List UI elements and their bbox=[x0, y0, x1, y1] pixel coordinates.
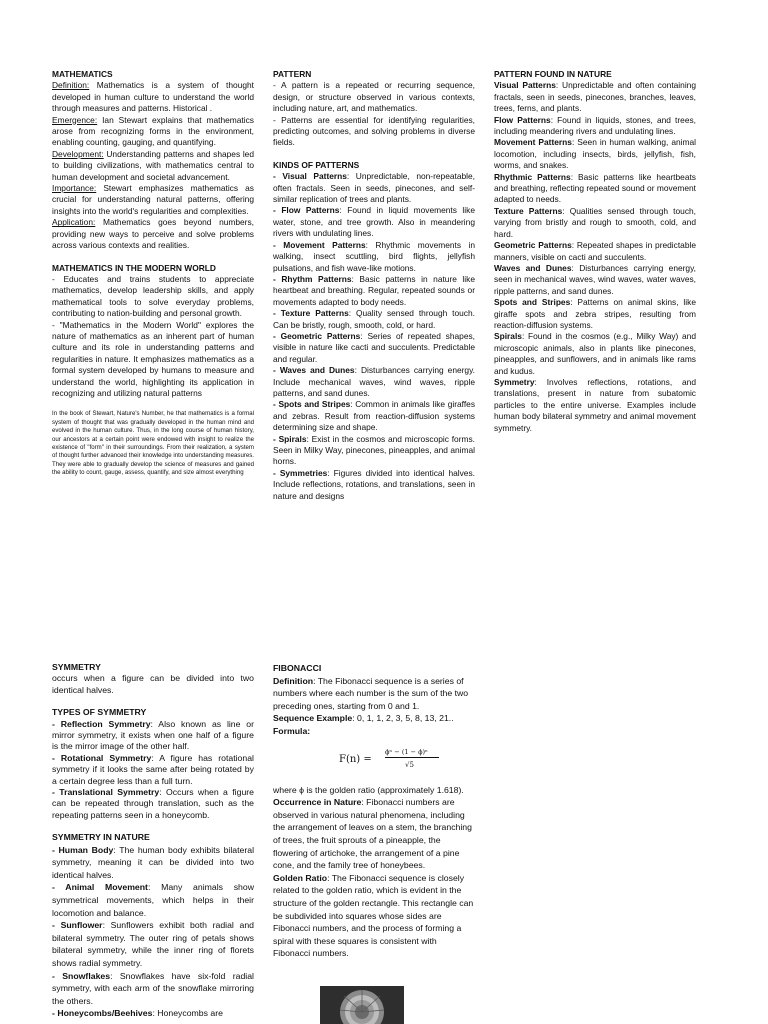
golden-ratio-term: Golden Ratio bbox=[273, 872, 328, 883]
nature-pattern-item bbox=[494, 377, 696, 434]
fibonacci-sequence bbox=[273, 712, 475, 725]
kinds-of-patterns-item bbox=[273, 240, 475, 274]
fibonacci-formula-label bbox=[273, 725, 475, 738]
kinds-of-patterns-text: : Figures divided into identical halves. Include reflections, rotations, and translations, seen in nature and designs bbox=[273, 467, 475, 501]
importance-text: Stewart emphasizes mathematics as crucial for understanding natural patterns, offering insights into the world's regularities and complexities. bbox=[52, 183, 254, 216]
definition-term: Definition: bbox=[52, 80, 90, 91]
symmetry-type-text: : A figure has rotational symmetry if it looks the same after being rotated by a certain degree less than a full turn. bbox=[52, 752, 254, 786]
symmetry-in-nature-item bbox=[52, 881, 254, 919]
formula-numerator: ϕⁿ − (1 − ϕ)ⁿ bbox=[385, 747, 428, 756]
bullet-dash: - bbox=[52, 752, 61, 763]
types-of-symmetry-heading: TYPES OF SYMMETRY bbox=[52, 707, 147, 718]
kinds-of-patterns-text: : Quality sensed through touch. Can be bristly, rough, smooth, cold, or hard. bbox=[273, 308, 475, 330]
nature-pattern-term: Flow Patterns bbox=[494, 114, 551, 125]
bullet-dash: - bbox=[273, 239, 284, 250]
kinds-of-patterns-term: Symmetries bbox=[279, 467, 328, 478]
bullet-dash: - bbox=[273, 308, 281, 319]
spiral-shell-graphic bbox=[320, 986, 404, 1024]
symmetry-type-term: Reflection Symmetry bbox=[60, 718, 151, 729]
pattern-paragraph-2: - Patterns are essential for identifying regularities, predicting outcomes, and solving problems in diverse fields. bbox=[273, 114, 475, 148]
bullet-dash: - bbox=[273, 365, 280, 376]
fibonacci-definition-text: : The Fibonacci sequence is a series of numbers where each number is the sum of the two preceding ones, starting from 0 and 1. bbox=[273, 675, 469, 711]
kinds-of-patterns-text: : Basic patterns in nature like heartbeat and breathing. Regular, repeated sounds or movements adapted to body needs. bbox=[273, 273, 475, 307]
sequence-text: : 0, 1, 1, 2, 3, 5, 8, 13, 21.. bbox=[352, 713, 454, 724]
nature-pattern-item bbox=[494, 137, 696, 171]
kinds-of-patterns-term: Spirals bbox=[278, 433, 307, 444]
symmetry-in-nature-text: : Honeycombs are bbox=[152, 1008, 223, 1019]
nature-pattern-text: : Basic patterns like heartbeats and breathing, reflecting repeated sound or movement adapted to needs. bbox=[494, 171, 696, 205]
symmetry-in-nature-text: : Snowflakes have six-fold radial symmetry, with each arm of the snowflake mirroring the others. bbox=[52, 970, 254, 1006]
symmetry-type-item bbox=[52, 787, 254, 821]
kinds-of-patterns-text: : Found in liquid movements like water, stone, and tree growth. Also in meandering rivers with undulating lines. bbox=[273, 205, 475, 239]
symmetry-in-nature-item bbox=[52, 919, 254, 969]
bullet-dash: - bbox=[52, 1008, 58, 1019]
bullet-dash: - bbox=[52, 718, 61, 729]
nature-pattern-term: Symmetry bbox=[494, 376, 535, 387]
kinds-of-patterns-term: Flow Patterns bbox=[281, 205, 340, 216]
kinds-of-patterns-text: : Exist in the cosmos and microscopic forms. Seen in Milky Way, pinecones, pineapples, and animal horns. bbox=[273, 433, 475, 467]
binet-formula bbox=[339, 744, 475, 778]
nature-pattern-text: : Found in liquids, stones, and trees, including meandering rivers and undulating lines. bbox=[494, 114, 696, 137]
kinds-of-patterns-item bbox=[273, 331, 475, 365]
bullet-dash: - bbox=[273, 171, 283, 182]
symmetry-type-item bbox=[52, 753, 254, 787]
nature-pattern-text: : Found in the cosmos (e.g., Milky Way) and microscopic animals, also in plants like pinecones, pineapples, and sunflowers, and in animals like rams and kudus. bbox=[494, 331, 696, 376]
symmetry-type-term: Translational Symmetry bbox=[59, 787, 160, 798]
importance-paragraph bbox=[52, 183, 254, 217]
definition-text: Mathematics is a system of thought developed in human culture to understand the world through measures and patterns. Historical . bbox=[52, 80, 254, 114]
golden-ratio-paragraph bbox=[273, 872, 475, 960]
nature-pattern-text: : Involves reflections, rotations, and translations, present in nature from subatomic particles to the entire universe. Examples include human body bilateral symmetry and animal movement symmetry. bbox=[494, 376, 696, 433]
bullet-dash: - bbox=[52, 787, 60, 798]
nature-pattern-term: Rhythmic Patterns bbox=[494, 171, 571, 182]
nature-patterns-heading: PATTERN FOUND IN NATURE bbox=[494, 69, 612, 79]
kinds-of-patterns-item bbox=[273, 468, 475, 502]
nature-pattern-text: : Repeated shapes in predictable manners, visible on cacti and succulents. bbox=[494, 240, 697, 262]
nature-pattern-term: Waves and Dunes bbox=[494, 262, 572, 273]
nature-patterns-column bbox=[494, 69, 696, 434]
nature-pattern-item bbox=[494, 331, 696, 377]
importance-term: Importance: bbox=[52, 183, 97, 194]
formula-denominator: √5 bbox=[405, 760, 414, 769]
development-text: Understanding patterns and shapes led to building civilizations, with mathematics central to human development and societal advancement. bbox=[52, 148, 254, 182]
application-paragraph bbox=[52, 217, 254, 251]
kinds-of-patterns-term: Visual Patterns bbox=[282, 171, 347, 182]
kinds-of-patterns-heading: KINDS OF PATTERNS bbox=[273, 159, 360, 170]
nature-pattern-term: Spirals bbox=[494, 331, 522, 342]
bullet-dash: - bbox=[273, 205, 282, 216]
pattern-paragraph-1: - A pattern is a repeated or recurring sequence, design, or structure observed in various contexts, including nature, art, and mathematics. bbox=[273, 80, 475, 114]
pattern-column bbox=[273, 69, 475, 502]
fibonacci-definition-term: Definition bbox=[273, 675, 314, 686]
kinds-of-patterns-term: Movement Patterns bbox=[283, 239, 366, 250]
kinds-of-patterns-item bbox=[273, 365, 475, 399]
modern-world-paragraph-1: - Educates and trains students to appreciate mathematics, develop leadership skills, and apply mathematical tools to solve everyday problems, contributing to nation-building and personal growth. bbox=[52, 273, 254, 319]
symmetry-in-nature-item bbox=[52, 970, 254, 1008]
kinds-of-patterns-item bbox=[273, 399, 475, 433]
nature-patterns-list bbox=[494, 80, 696, 434]
symmetry-type-item bbox=[52, 719, 254, 753]
bullet-dash: - bbox=[52, 844, 59, 855]
occurrence-paragraph bbox=[273, 796, 475, 872]
nature-pattern-term: Spots and Stripes bbox=[494, 297, 571, 308]
nature-pattern-text: : Seen in human walking, animal locomotion, including insects, birds, jellyfish, fish, worms, and snakes. bbox=[494, 137, 696, 171]
symmetry-type-term: Rotational Symmetry bbox=[60, 752, 152, 763]
bullet-dash: - bbox=[52, 970, 63, 981]
formula-fraction-bar bbox=[385, 757, 439, 758]
fibonacci-column bbox=[273, 662, 475, 960]
symmetry-in-nature-text: : The human body exhibits bilateral symmetry, meaning it can be divided into two identical halves. bbox=[52, 844, 254, 880]
symmetry-in-nature-text: : Many animals show symmetrical movements, which helps in their locomotion and balance. bbox=[52, 882, 254, 918]
occurrence-term: Occurrence in Nature bbox=[273, 797, 362, 808]
stewart-note: In the book of Stewart, Nature's Number, he that mathematics is a formal system of thought that was gradually developed in the human mind and evolved in the human culture. Thus, in the long course of human history, our ancestors at a certain point were endowed with insight to realize the existence of "form" in their surroundings. From their realization, a system of thought further advanced their knowledge into understanding measures. They were able to gradually develop the science of measures and gained the ability to count, gauge, assess, quantify, and size almost everything bbox=[52, 410, 254, 477]
kinds-of-patterns-item bbox=[273, 205, 475, 239]
nature-pattern-item bbox=[494, 115, 696, 138]
bullet-dash: - bbox=[52, 920, 61, 931]
development-paragraph bbox=[52, 149, 254, 183]
nature-pattern-item bbox=[494, 297, 696, 331]
symmetry-in-nature-list bbox=[52, 844, 254, 1020]
kinds-of-patterns-text: : Common in animals like giraffes and zebras. Result from reaction-diffusion systems determining size and shape. bbox=[273, 399, 476, 433]
symmetry-in-nature-term: Human Body bbox=[58, 844, 114, 855]
kinds-of-patterns-item bbox=[273, 274, 475, 308]
symmetry-in-nature-heading: SYMMETRY IN NATURE bbox=[52, 832, 150, 843]
symmetry-in-nature-term: Snowflakes bbox=[62, 970, 111, 981]
bullet-dash: - bbox=[52, 882, 66, 893]
nature-pattern-item bbox=[494, 263, 696, 297]
nature-pattern-text: : Disturbances carrying energy, seen in mechanical waves, wind waves, water waves, ripple patterns, and sand dunes. bbox=[494, 262, 696, 296]
nature-pattern-item bbox=[494, 206, 696, 240]
nature-pattern-term: Movement Patterns bbox=[494, 137, 572, 148]
development-term: Development: bbox=[52, 148, 104, 159]
symmetry-in-nature-term: Sunflower bbox=[60, 920, 103, 931]
bullet-dash: - bbox=[273, 433, 279, 444]
kinds-of-patterns-text: : Disturbances carrying energy. Include mechanical waves, wind waves, ripple patterns, and sand dunes. bbox=[273, 365, 475, 398]
emergence-text: Ian Stewart explains that mathematics arose from recognizing forms in the environment, enabling counting, gauging, and quantifying. bbox=[52, 114, 254, 148]
types-of-symmetry-list bbox=[52, 719, 254, 822]
golden-ratio-note: where ϕ is the golden ratio (approximately 1.618). bbox=[273, 784, 464, 795]
kinds-of-patterns-term: Geometric Patterns bbox=[280, 330, 361, 341]
nature-pattern-term: Geometric Patterns bbox=[494, 240, 572, 251]
kinds-of-patterns-term: Rhythm Patterns bbox=[281, 273, 352, 284]
nature-pattern-item bbox=[494, 172, 696, 206]
kinds-of-patterns-text: : Unpredictable, non-repeatable, often fractals. Seen in seeds, pinecones, and self-similar replication of trees and plants. bbox=[273, 171, 476, 205]
bullet-dash: - bbox=[273, 273, 282, 284]
golden-ratio-text: : The Fibonacci sequence is closely related to the golden ratio, which is evident in the structure of the golden rectangle. This rectangle can be subdivided into squares whose sides are Fibonacci numbers, and the process of forming a spiral with these squares is consistent with Fibonacci numbers. bbox=[273, 872, 474, 959]
emergence-term: Emergence: bbox=[52, 114, 98, 125]
nature-pattern-item bbox=[494, 80, 696, 114]
symmetry-in-nature-text: : Sunflowers exhibit both radial and bilateral symmetry. The outer ring of petals shows bilateral symmetry, while the inner ring of florets shows radial symmetry. bbox=[52, 920, 254, 969]
nature-pattern-term: Visual Patterns bbox=[494, 80, 556, 91]
modern-world-paragraph-2: - "Mathematics in the Modern World" explores the nature of mathematics as an inherent part of human culture and its role in understanding patterns and regularities in nature. It emphasizes mathematics as a formal system developed by humans to measure and understand the world, highlighting its application in recognizing and utilizing natural patterns bbox=[52, 319, 254, 398]
kinds-of-patterns-item bbox=[273, 171, 475, 205]
kinds-of-patterns-term: Waves and Dunes bbox=[279, 365, 355, 376]
formula-colon: : bbox=[307, 725, 311, 736]
symmetry-in-nature-term: Animal Movement bbox=[65, 882, 148, 893]
nature-pattern-text: : Unpredictable and often containing fractals, seen in seeds, pinecones, branches, leaves, trees, ferns, and plants. bbox=[494, 80, 696, 114]
pattern-heading: PATTERN bbox=[273, 69, 312, 79]
kinds-of-patterns-item bbox=[273, 308, 475, 331]
nature-pattern-text: : Qualities sensed through touch, varying from bristly and rough to smooth, cold, and hard. bbox=[494, 205, 696, 239]
mathematics-heading: MATHEMATICS bbox=[52, 69, 113, 79]
definition-paragraph bbox=[52, 80, 254, 114]
kinds-of-patterns-list bbox=[273, 171, 475, 502]
kinds-of-patterns-term: Texture Patterns bbox=[280, 308, 349, 319]
application-text: Mathematics goes beyond numbers, providing new ways to perceive and solve problems across various contexts and realities. bbox=[52, 217, 254, 251]
nature-pattern-item bbox=[494, 240, 696, 263]
occurrence-text: : Fibonacci numbers are observed in various natural phenomena, including the arrangement of leaves on a stem, the branching of trees, the fruit sprouts of a pineapple, the flowering of artichoke, the arrangement of a pine cone, and the family tree of honeybees. bbox=[273, 797, 472, 871]
symmetry-definition: occurs when a figure can be divided into two identical halves. bbox=[52, 673, 254, 695]
sequence-term: Sequence Example bbox=[273, 713, 353, 724]
formula-term: Formula bbox=[273, 725, 308, 736]
nature-pattern-text: : Patterns on animal skins, like giraffe spots and zebra stripes, resulting from reaction-diffusion systems. bbox=[494, 297, 696, 330]
bullet-dash: - bbox=[273, 399, 279, 410]
fibonacci-definition bbox=[273, 675, 475, 713]
symmetry-in-nature-term: Honeycombs/Beehives bbox=[57, 1008, 153, 1019]
fibonacci-heading: FIBONACCI bbox=[273, 663, 322, 673]
symmetry-in-nature-item bbox=[52, 844, 254, 882]
mathematics-column bbox=[52, 69, 254, 478]
symmetry-column bbox=[52, 662, 254, 1020]
symmetry-type-text: : Also known as line or mirror symmetry, it exists when one half of a figure is the mirror image of the other half. bbox=[52, 718, 255, 752]
kinds-of-patterns-text: : Series of repeated shapes, visible in nature like cacti and succulents. Predictable and regular. bbox=[273, 330, 475, 364]
kinds-of-patterns-item bbox=[273, 434, 475, 468]
kinds-of-patterns-term: Spots and Stripes bbox=[278, 399, 351, 410]
formula-lhs: F(n) = bbox=[339, 753, 372, 765]
modern-world-heading: MATHEMATICS IN THE MODERN WORLD bbox=[52, 262, 216, 273]
emergence-paragraph bbox=[52, 115, 254, 149]
symmetry-type-text: : Occurs when a figure can be repeated through translation, such as the repeating patterns seen in a honeycomb. bbox=[52, 787, 254, 820]
nature-pattern-term: Texture Patterns bbox=[494, 205, 563, 216]
symmetry-heading: SYMMETRY bbox=[52, 662, 101, 672]
kinds-of-patterns-text: : Rhythmic movements in walking, insect scuttling, bird flights, jellyfish pulsations, and fish wave-like motions. bbox=[273, 239, 475, 273]
bullet-dash: - bbox=[273, 330, 281, 341]
application-term: Application: bbox=[52, 217, 96, 228]
bullet-dash: - bbox=[273, 467, 280, 478]
nautilus-shell-image bbox=[320, 986, 404, 1024]
symmetry-in-nature-item bbox=[52, 1007, 254, 1020]
